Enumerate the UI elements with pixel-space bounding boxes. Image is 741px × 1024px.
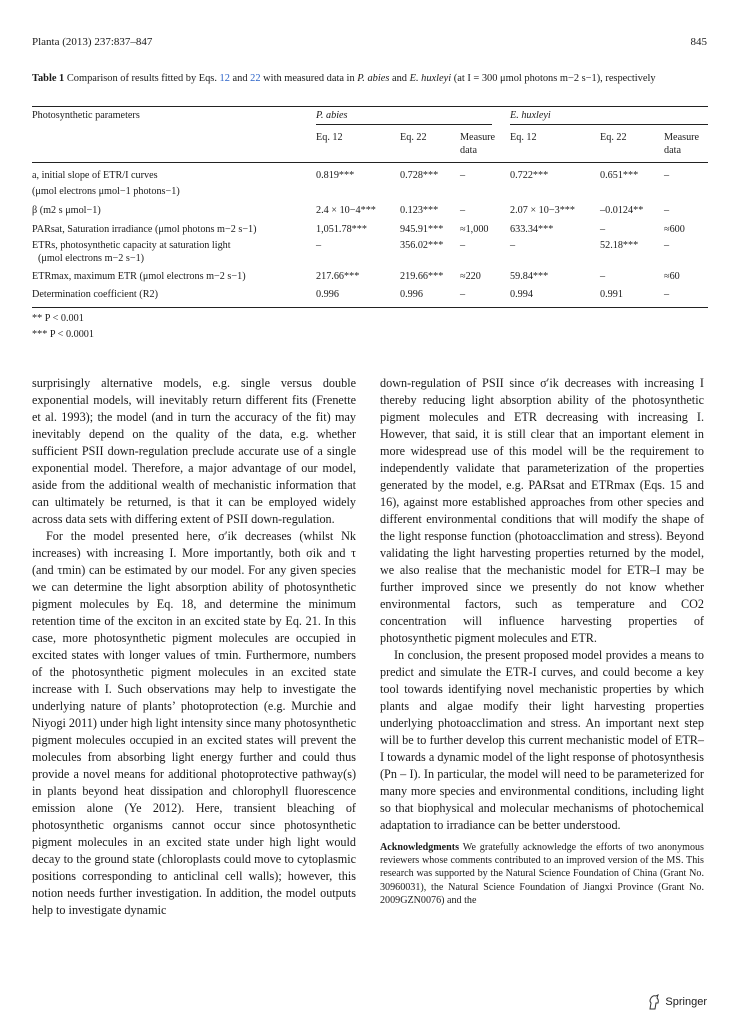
left-text-column [32,375,356,919]
group-header-p-abies: P. abies [316,110,348,121]
param-header: Photosynthetic parameters [32,110,140,121]
table-cell: 945.91*** [400,224,444,235]
table-cell: – [664,289,670,300]
subhead-eq22-a: Eq. 22 [400,132,427,143]
paragraph: down-regulation of PSII since σ′ik decreases with increasing I thereby reducing light absorption ability of the photosynthetic pigment molecules and ETR decreasing with increasing I. However, that said, it is still clear that an important element in more widespread use of this model will be the requirement to independently validate that parameterization of the properties generated by the model, e.g. PARsat and ETRmax (Eqs. 15 and 16), against more established approaches from other species and different environmental conditions that will modify the shape of the light response function (photoacclimation and stress). Beyond validating the light harvesting properties returned by the model, we also realise that the mechanistic model for ETR–I may be further improved since we presently do not know whether environmental factors, such as temperature and CO2 concentration will influence harvesting properties of photosynthetic pigment molecules and ETR. [380,376,704,645]
table-cell: 0.722*** [510,170,549,181]
table-cell: ≈1,000 [460,224,489,235]
paragraph: surprisingly alternative models, e.g. single versus double exponential models, will inevitably return different fits (Frenette et al. 1993); the model (and in turn the accuracy of the fit) may inevitably depend on the quality of the data, e.g. whether sufficient PSII down-regulation preclude accurate use of a single exponential model. Therefore, a major advantage of our model, aside from the additional wealth of mechanistic information that can ultimately be returned, is that it can be employed widely across data sets with differing extent of PSII down-regulation. [32,376,356,526]
table-cell: 1,051.78*** [316,224,367,235]
paragraph: In conclusion, the present proposed model provides a means to predict and simulate the ETR-I curves, and could become a key tool towards identifying novel mechanistic properties by which plants and algae modify their light harvesting properties underlying photoacclimation and stress. An important next step will be to further develop this current mechanistic model of ETR–I towards a dynamic model of the light response of photosynthesis (Pn – I). In particular, the model will need to be parameterized for many more species and environmental conditions, including light so that biophysical and molecular mechanisms of photochemical adaptation to irradiance can be better understood. [380,648,704,832]
running-header-journal: Planta (2013) 237:837–847 [32,36,153,48]
group-rule-2 [510,124,708,125]
table-cell: 0.728*** [400,170,439,181]
subhead-measure-b: Measure data [664,132,700,156]
acknowledgments-text: We gratefully acknowledge the efforts of two anonymous reviewers whose comments contributed to an improved version of the MS. This research was supported by the Natural Science Foundation of China (Grant No. 30960031), the Natural Science Foundation of Jiangxi Province (Grant No. 2009GZN0076) and the [380,842,704,906]
table-note-1: ** P < 0.001 [32,313,84,324]
table-cell: –0.0124** [600,205,644,216]
subhead-measure-a: Measure data [460,132,496,156]
table-cell: 0.991 [600,289,623,300]
table-cell: 356.02*** [400,240,444,251]
table-cell: – [460,170,466,181]
eq-link-12[interactable]: 12 [219,73,230,84]
group-header-e-huxleyi: E. huxleyi [510,110,551,121]
right-text-column [380,375,704,907]
table-cell: 2.07 × 10−3*** [510,205,575,216]
table-cell: 219.66*** [400,271,444,282]
table-cell: – [460,205,466,216]
springer-horse-icon [647,994,661,1010]
table-label: Table 1 [32,73,65,84]
eq-link-22[interactable]: 22 [250,73,261,84]
table-cell: – [664,170,670,181]
table-cell: 633.34*** [510,224,554,235]
table-cell: – [460,240,466,251]
table-cell: 0.123*** [400,205,439,216]
table-body [32,170,708,310]
table-bottom-rule [32,307,708,308]
row-label: PARsat, Saturation irradiance (μmol photons m−2 s−1) [32,224,257,235]
table-note-2: *** P < 0.0001 [32,329,94,340]
table-cell: – [600,271,606,282]
table-cell: 217.66*** [316,271,360,282]
table-caption: Table 1 Comparison of results fitted by Eqs. 12 and 22 with measured data in P. abies and E. huxleyi (at I = 300 μmol photons m−2 s−1), respectively [32,73,656,84]
row-label: Determination coefficient (R2) [32,289,158,300]
acknowledgments-heading: Acknowledgments [380,842,460,853]
table-cell: – [510,240,516,251]
table-cell: ≈220 [460,271,481,282]
publisher-footer [647,994,707,1010]
row-label: ETRs, photosynthetic capacity at saturation light [32,240,231,251]
table-cell: ≈600 [664,224,685,235]
row-label-units: (μmol electrons μmol−1 photons−1) [32,186,180,197]
table-subheader [32,130,708,170]
table-cell: – [460,289,466,300]
table-cell: 2.4 × 10−4*** [316,205,376,216]
table-cell: – [664,205,670,216]
row-label: β (m2 s μmol−1) [32,205,101,216]
row-label: ETRmax, maximum ETR (μmol electrons m−2 s−1) [32,271,246,282]
page-number: 845 [690,36,707,48]
table-cell: 0.996 [400,289,423,300]
table-header-rule [32,162,708,163]
publisher-name: Springer [665,996,707,1008]
paragraph: For the model presented here, σ′ik decreases (whilst Nk increases) with increasing I. More importantly, both σik and τ (and τmin) can be estimated by our model. For any given species we can determine the light absorption ability of photosynthetic pigment molecules by Eq. 18, and determine the minimum retention time of the exciton in an excited state by Eq. 21. In this case, more photosynthetic pigment molecules are occupied in excited states with longer values of τmin. Furthermore, numbers of the photosynthetic pigment molecules in an excited state increase with I. Such observations may help to investigate the underlying nature of plants’ photoprotection (e.g. Murchie and Niyogi 2011) under high light intensity since many photosynthetic pigment molecules occupied in an excited states will prevent the molecules from absorbing light energy further and could thus provide a novel means for additional photoprotective pathway(s) in plants beyond heat dissipation and chlorophyll fluorescence emission alone (Ye 2012). Here, transient bleaching of photosynthetic organisms cannot occur since photosynthetic pigment molecules in an excited state under high light would decay to the ground state (chloroplasts could move to cytoplasmic positions corresponding to anticlinal cell walls); however, this notion needs further investigation. In addition, the model outputs help to investigate dynamic [32,529,356,917]
row-label-units: (μmol electrons m−2 s−1) [38,253,145,264]
table-cell: 52.18*** [600,240,639,251]
row-label: a, initial slope of ETR/I curves [32,170,158,181]
table-cell: 0.651*** [600,170,639,181]
table-cell: ≈60 [664,271,680,282]
subhead-eq12-a: Eq. 12 [316,132,343,143]
table-cell: – [600,224,606,235]
subhead-eq22-b: Eq. 22 [600,132,627,143]
acknowledgments [380,841,704,907]
table-cell: – [316,240,322,251]
table-cell: 59.84*** [510,271,549,282]
table-cell: 0.819*** [316,170,355,181]
group-rule-1 [316,124,492,125]
table-cell: – [664,240,670,251]
subhead-eq12-b: Eq. 12 [510,132,537,143]
table-cell: 0.994 [510,289,533,300]
table-cell: 0.996 [316,289,339,300]
